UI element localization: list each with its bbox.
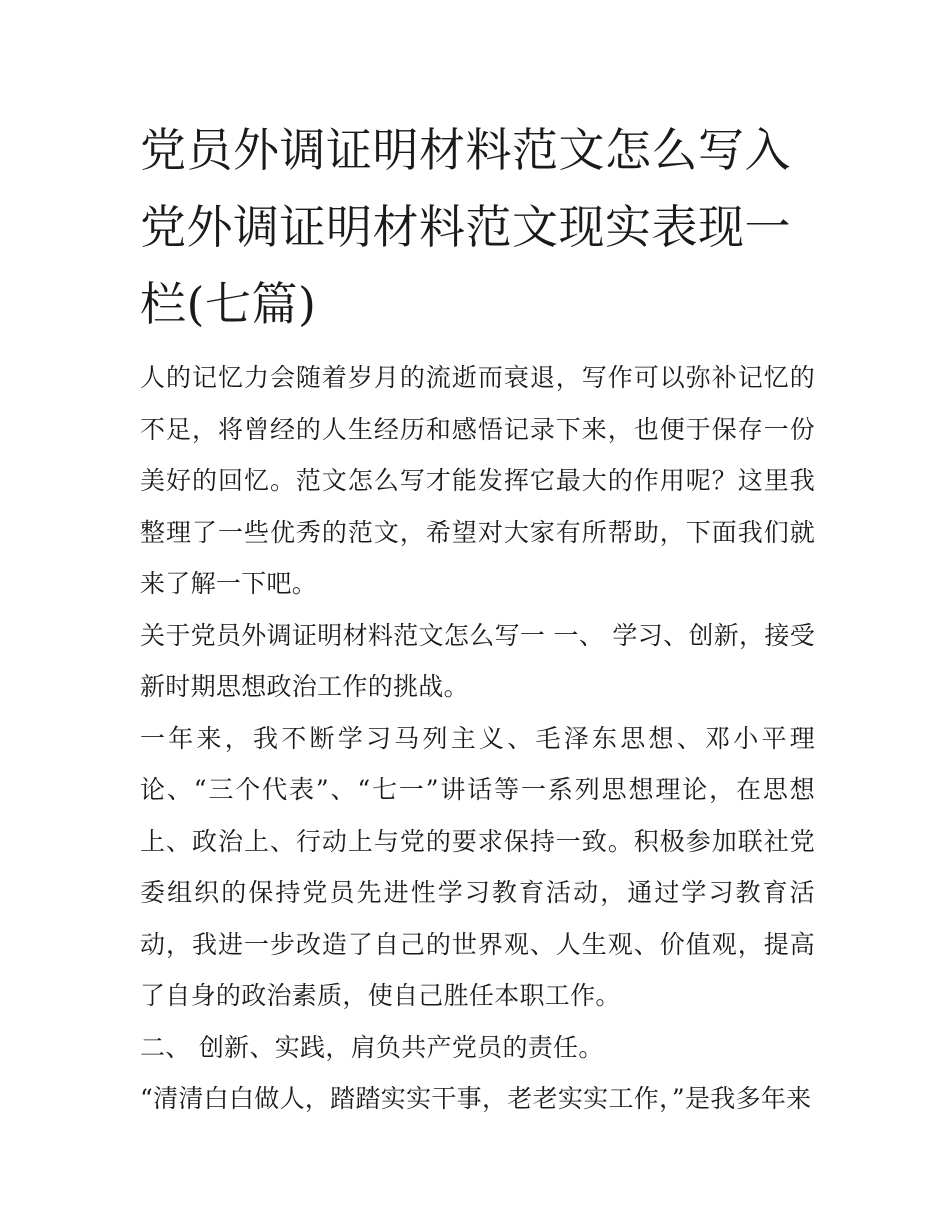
document-title: 党员外调证明材料范文怎么写入党外调证明材料范文现实表现一栏(七篇) [140, 123, 791, 331]
document-body [140, 352, 815, 1125]
paragraph-study-summary: 一年来，我不断学习马列主义、毛泽东思想、邓小平理论、“三个代表”、“七一”讲话等一系列思想理论，在思想上、政治上、行动上与党的要求保持一致。积极参加联社党委组织的保持党员先进性学习教育活动，通过学习教育活动，我进一步改造了自己的世界观、人生观、价值观，提高了自身的政治素质，使自己胜任本职工作。 [140, 723, 815, 1010]
paragraph-section-two-heading: 二、 创新、实践，肩负共产党员的责任。 [140, 1032, 604, 1062]
paragraph-intro: 人的记忆力会随着岁月的流逝而衰退，写作可以弥补记忆的不足，将曾经的人生经历和感悟记录下来，也便于保存一份美好的回忆。范文怎么写才能发挥它最大的作用呢？这里我整理了一些优秀的范文，希望对大家有所帮助，下面我们就来了解一下吧。 [140, 363, 815, 598]
paragraph-section-one-heading: 关于党员外调证明材料范文怎么写一 一、 学习、创新，接受新时期思想政治工作的挑战。 [140, 620, 815, 701]
paragraph-motto: “清清白白做人，踏踏实实干事，老老实实工作，”是我多年来 [140, 1084, 812, 1113]
